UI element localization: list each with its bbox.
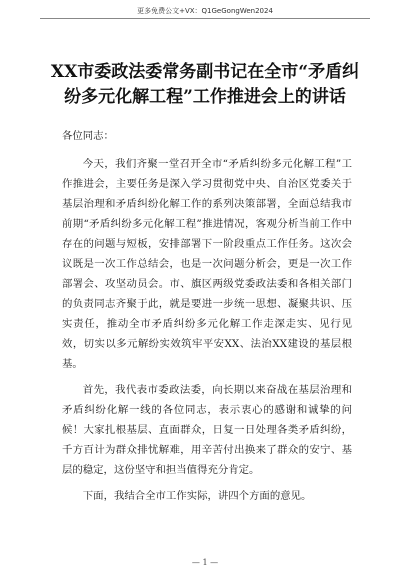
salutation: 各位同志： <box>62 130 114 142</box>
document-body <box>62 126 352 506</box>
header-divider <box>40 18 370 19</box>
body-paragraph: 今天，我们齐聚一堂召开全市“矛盾纠纷多元化解工程”工作推进会，主要任务是深入学习贯彻党中央、自治区党委关于基层治理和矛盾纠纷化解工作的系列决策部署，全面总结我市前期“矛盾纠纷多元化解工程”推进情况，客观分析当前工作中存在的问题与短板，安排部署下一阶段重点工作任务。这次会议既是一次工作总结会，也是一次问题分析会，更是一次工作部署会、攻坚动员会。市、旗区两级党委政法委和各相关部门的负责同志齐聚于此，就是要进一步统一思想、凝聚共识、压实责任，推动全市矛盾纠纷多元化解工作走深走实、见行见效，切实以多元解纷实效筑牢平安XX、法治XX建设的基层根基。 <box>62 158 352 370</box>
body-paragraph: 首先，我代表市委政法委，向长期以来奋战在基层治理和矛盾纠纷化解一线的各位同志，表示衷心的感谢和诚挚的问候！大家扎根基层、直面群众，日复一日处理各类矛盾纠纷，千方百计为群众排忧解难，用辛苦付出换来了群众的安宁、基层的稳定，这份坚守和担当值得充分肯定。 <box>62 384 352 476</box>
page-number: — 1 — <box>191 558 219 567</box>
header-banner: 更多免费公文+VX：Q1GeGongWen2024 <box>137 7 273 15</box>
document-title: XX市委政法委常务副书记在全市“矛盾纠纷多元化解工程”工作推进会上的讲话 <box>50 62 360 107</box>
body-paragraph: 下面，我结合全市工作实际，讲四个方面的意见。 <box>82 490 312 502</box>
